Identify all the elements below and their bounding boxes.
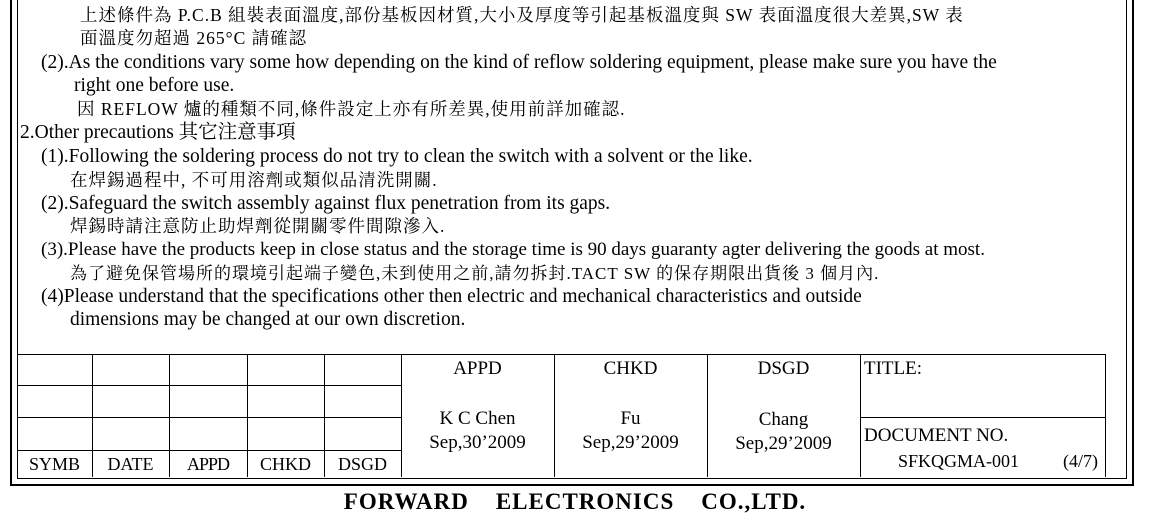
header-date: DATE: [107, 454, 154, 474]
document-number-label: DOCUMENT NO.: [864, 425, 1009, 446]
section-heading-other-precautions: 2.Other precautions 其它注意事項: [20, 122, 296, 143]
title-block: [17, 354, 1106, 477]
appd-name: K C Chen: [439, 408, 516, 429]
document-number: SFKQGMA-001: [898, 451, 1020, 471]
header-symb: SYMB: [28, 454, 81, 474]
text-line-2: (2).As the conditions vary some how depending on the kind of reflow soldering equipment, please make sure you have the: [41, 52, 997, 73]
text-line-8: (2).Safeguard the switch assembly against flux penetration from its gaps.: [41, 193, 611, 214]
chkd-date: Sep,29’2009: [582, 432, 679, 453]
dsgd-date: Sep,29’2009: [735, 433, 832, 454]
text-line-7: 在焊錫過程中, 不可用溶劑或類似品清洗開關.: [70, 170, 438, 190]
header-appd: APPD: [186, 454, 230, 474]
page-number: (4/7): [1063, 451, 1098, 471]
text-line-6: (1).Following the soldering process do not try to clean the switch with a solvent or the like.: [41, 146, 753, 167]
text-line-11: 為了避免保管場所的環境引起端子變色,未到使用之前,請勿拆封.TACT SW 的保存期限出貨後 3 個月內.: [70, 264, 880, 283]
title-label: TITLE:: [864, 358, 923, 379]
text-line-12: (4)Please understand that the specifications other then electric and mechanical characteristics and outside: [41, 286, 862, 307]
text-line-10: (3).Please have the products keep in close status and the storage time is 90 days guaranty agter delivering the goods at most.: [41, 239, 985, 260]
dsgd-name: Chang: [758, 409, 809, 430]
text-line-9: 焊錫時請注意防止助焊劑從開關零件間隙滲入.: [70, 216, 446, 236]
header-dsgd: DSGD: [337, 454, 387, 474]
appd-date: Sep,30’2009: [429, 432, 526, 453]
chkd-label: CHKD: [603, 358, 658, 379]
appd-label: APPD: [453, 358, 502, 379]
text-line-1: 面溫度勿超過 265°C 請確認: [80, 28, 308, 48]
text-line-0: 上述條件為 P.C.B 組裝表面溫度,部份基板因材質,大小及厚度等引起基板溫度與 SW 表面溫度很大差異,SW 表: [80, 5, 964, 25]
dsgd-label: DSGD: [757, 358, 810, 379]
text-line-13: dimensions may be changed at our own discretion.: [70, 309, 466, 330]
text-line-4: 因 REFLOW 爐的種類不同,條件設定上亦有所差異,使用前詳加確認.: [77, 99, 626, 119]
chkd-name: Fu: [620, 408, 641, 429]
company-name: FORWARD ELECTRONICS CO.,LTD.: [343, 489, 807, 514]
header-chkd: CHKD: [259, 454, 311, 474]
text-line-3: right one before use.: [74, 75, 235, 96]
